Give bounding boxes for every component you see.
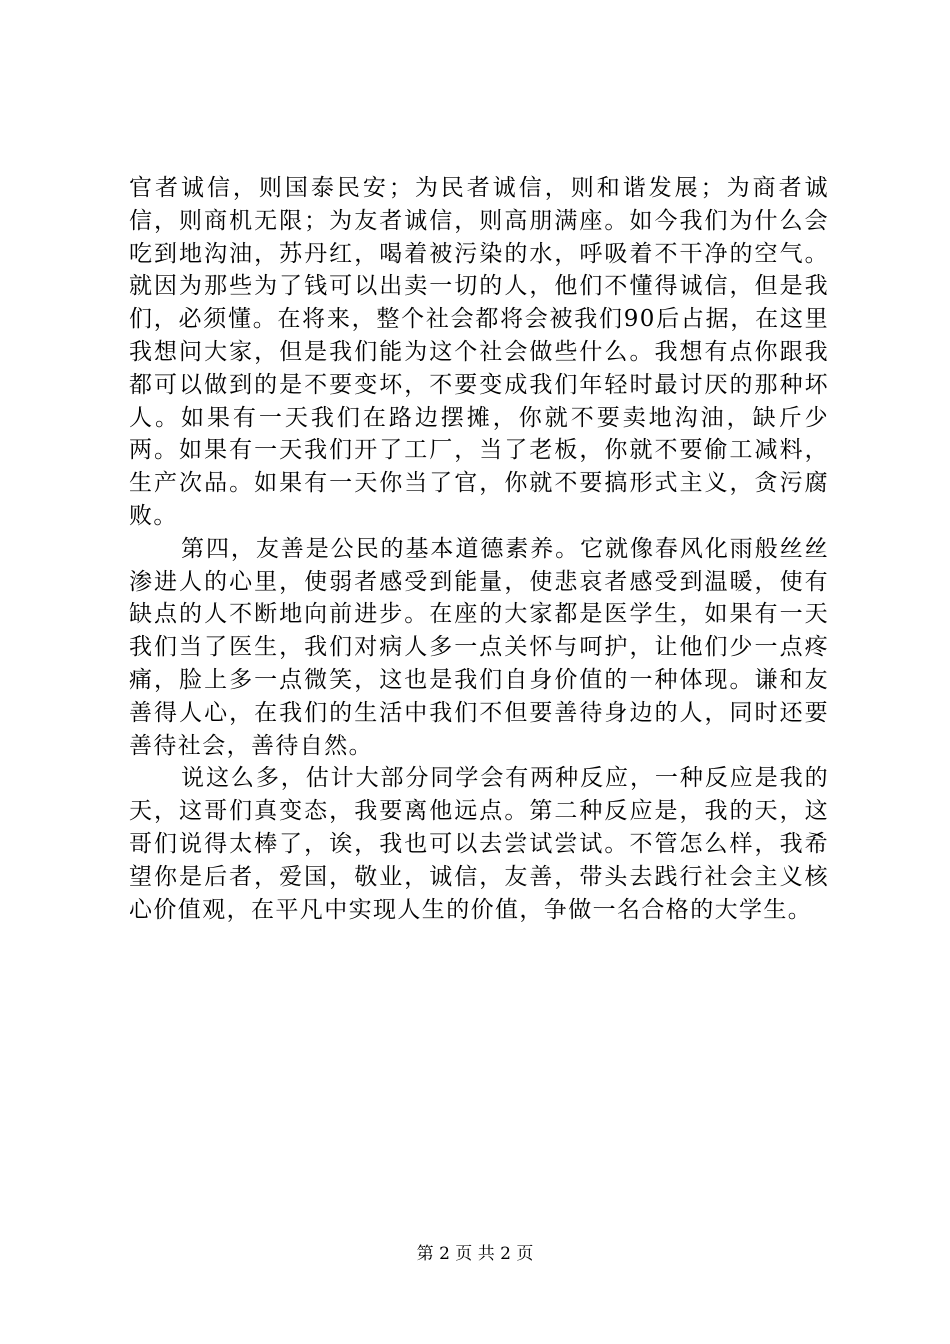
paragraph-friendliness: 第四，友善是公民的基本道德素养。它就像春风化雨般丝丝渗进人的心里，使弱者感受到能量，使悲哀者感受到温暖，使有缺点的人不断地向前进步。在座的大家都是医学生，如果有一天我们当了医生，我们对病人多一点关怀与呵护，让他们少一点疼痛，脸上多一点微笑，这也是我们自身价值的一种体现。谦和友善得人心，在我们的生活中我们不但要善待身边的人，同时还要善待社会，善待自然。 bbox=[129, 535, 829, 759]
document-body bbox=[129, 172, 829, 926]
paragraph-integrity: 官者诚信，则国泰民安；为民者诚信，则和谐发展；为商者诚信，则商机无限；为友者诚信，则高朋满座。如今我们为什么会吃到地沟油，苏丹红，喝着被污染的水，呼吸着不干净的空气。就因为那些为了钱可以出卖一切的人，他们不懂得诚信，但是我们，必须懂。在将来，整个社会都将会被我们90后占据，在这里我想问大家，但是我们能为这个社会做些什么。我想有点你跟我都可以做到的是不要变坏，不要变成我们年轻时最讨厌的那种坏人。如果有一天我们在路边摆摊，你就不要卖地沟油，缺斤少两。如果有一天我们开了工厂，当了老板，你就不要偷工减料，生产次品。如果有一天你当了官，你就不要搞形式主义，贪污腐败。 bbox=[129, 175, 829, 529]
page-number-footer: 第 2 页 共 2 页 bbox=[416, 1244, 534, 1264]
paragraph-conclusion: 说这么多，估计大部分同学会有两种反应，一种反应是我的天，这哥们真变态，我要离他远点。第二种反应是，我的天，这哥们说得太棒了，诶，我也可以去尝试尝试。不管怎么样，我希望你是后者，爱国，敬业，诚信，友善，带头去践行社会主义核心价值观，在平凡中实现人生的价值，争做一名合格的大学生。 bbox=[129, 765, 829, 923]
